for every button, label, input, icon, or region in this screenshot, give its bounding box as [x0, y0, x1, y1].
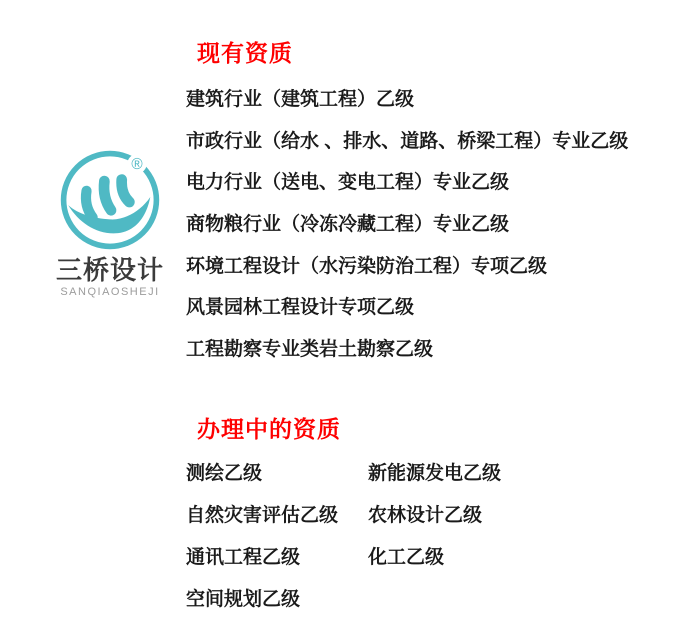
- pending-qualification-item: 测绘乙级: [186, 462, 263, 484]
- logo-company-name-pinyin: SANQIAOSHEJI: [60, 286, 160, 298]
- qualification-item: 商物粮行业（冷冻冷藏工程）专业乙级: [186, 214, 510, 236]
- registered-trademark-icon: ®: [131, 155, 143, 173]
- wave-logo-icon: [59, 149, 161, 251]
- qualification-item: 电力行业（送电、变电工程）专业乙级: [186, 172, 510, 194]
- pending-qualification-item: 自然灾害评估乙级: [186, 504, 339, 526]
- qualification-item: 市政行业（给水 、排水、道路、桥梁工程）专业乙级: [186, 130, 629, 152]
- pending-qualification-item: 农林设计乙级: [368, 504, 483, 526]
- pending-qualifications-grid: [186, 450, 626, 618]
- pending-qualification-item: 空间规划乙级: [186, 588, 301, 610]
- qualification-item: 建筑行业（建筑工程）乙级: [186, 89, 415, 111]
- pending-qualification-item: 新能源发电乙级: [368, 462, 502, 484]
- qualification-item: 风景园林工程设计专项乙级: [186, 297, 415, 319]
- qualification-item: 工程勘察专业类岩土勘察乙级: [186, 338, 434, 360]
- logo-company-name: 三桥设计: [55, 255, 164, 285]
- company-logo: [47, 149, 173, 298]
- pending-qualification-item: [368, 576, 626, 618]
- pending-qualification-item: 通讯工程乙级: [186, 546, 301, 568]
- qualification-item: 环境工程设计（水污染防治工程）专项乙级: [186, 255, 548, 277]
- existing-qualifications-list: [186, 77, 666, 368]
- section-title-existing-qualifications: 现有资质: [197, 40, 293, 66]
- section-title-pending-qualifications: 办理中的资质: [197, 416, 341, 442]
- pending-qualification-item: 化工乙级: [368, 546, 445, 568]
